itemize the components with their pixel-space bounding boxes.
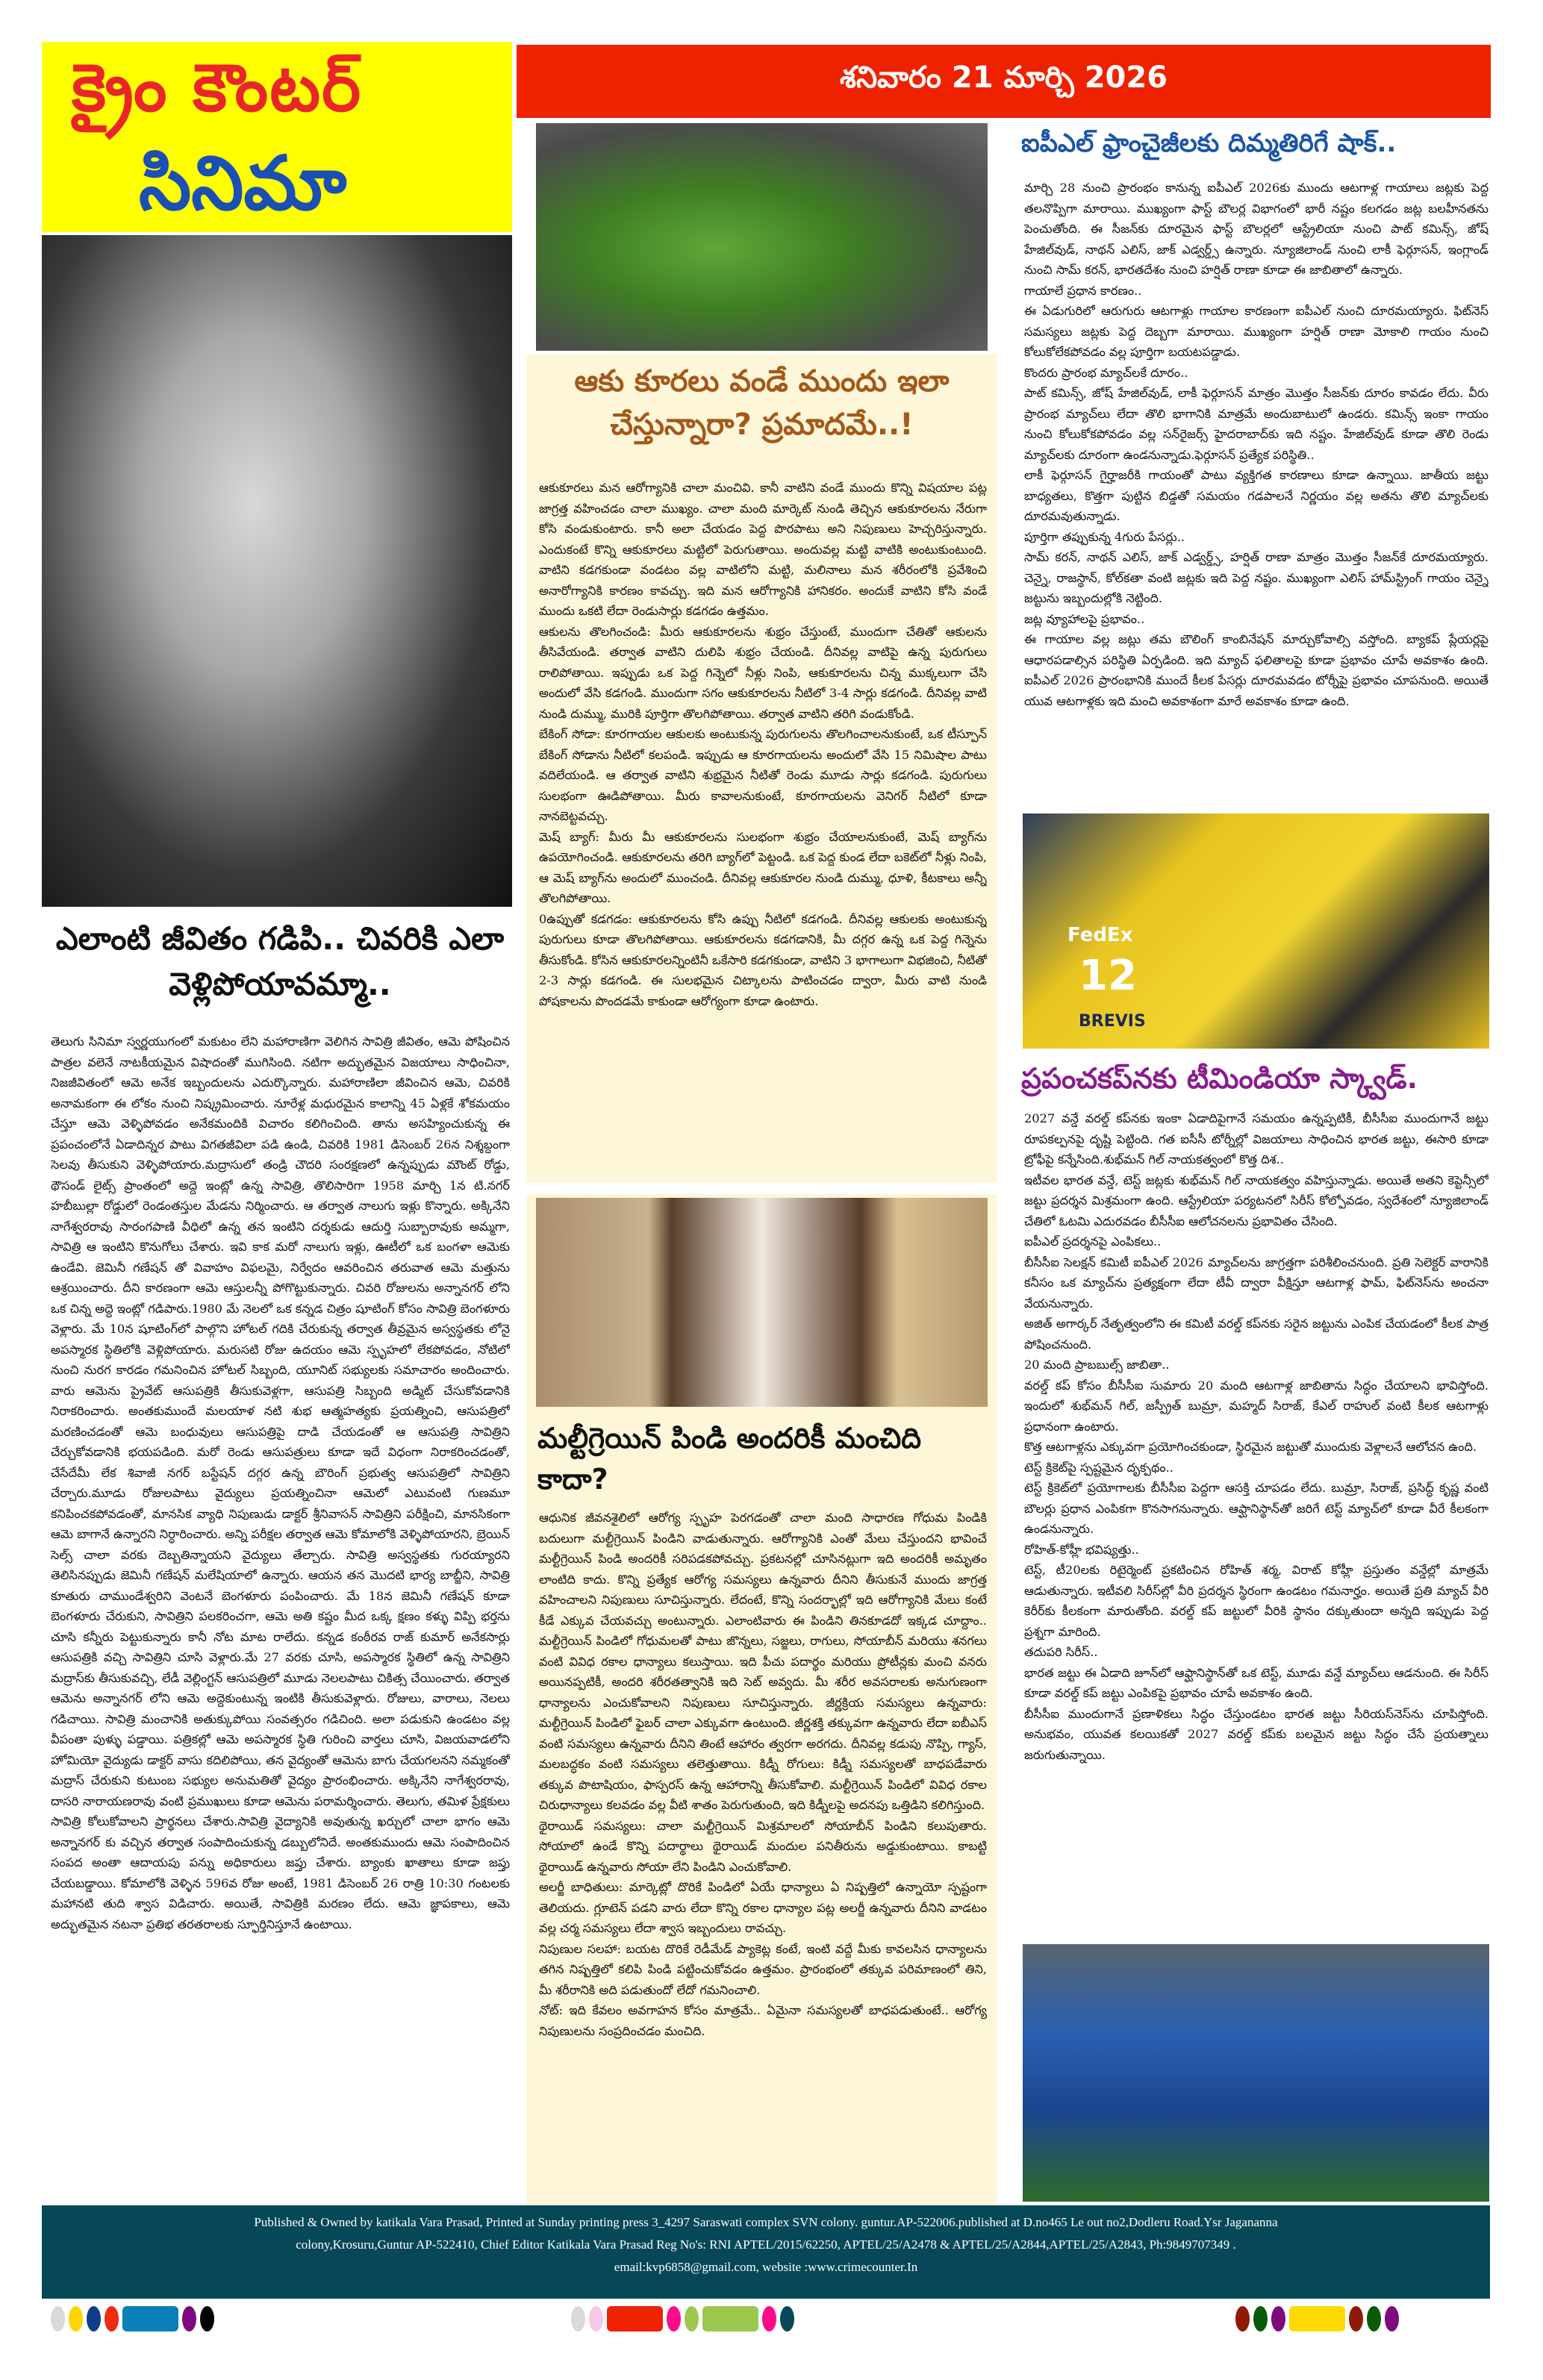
worldcup-paragraph: బీసీసీఐ ముందుగానే ప్రణాళికలు సిద్ధం చేస్తుండటం భారత జట్టు సీరియస్‌నెస్‌ను చూపిస్తోంది. అనుభవం, యువత కలయికతో 2027 వరల్డ్ కప్‌కు బలమైన జట్టు సిద్ధం చేసే ప్రయత్నాలు జరుగుతున్నాయి. [1024,1706,1489,1762]
leaves-paragraph: మెష్ బ్యాగ్: మీరు మీ ఆకుకూరలను సులభంగా శుభ్రం చేయాలనుకుంటే, మెష్ బ్యాగ్‌ను ఉపయోగించండి. ఆకుకూరలను తరిగి బ్యాగ్‌లో పెట్టండి. ఒక పెద్ద కుండ లేదా బకెట్‌లో నీళ్లు నింపి, ఆ మెష్ బ్యాగ్‌ను అందులో ముంచండి. దీనివల్ల ఆకుకూరల నుండి దుమ్ము, ధూళి, కీటకాలు అన్నీ తొలగిపోతాయి. [539,829,987,905]
logo-crime-counter: క్రైం కౌంటర్ [72,49,363,126]
color-swatch [702,2306,758,2331]
ipl-paragraph: ఈ ఏడుగురిలో ఆరుగురు ఆటగాళ్లు గాయాల కారణంగా ఐపీఎల్ నుంచి దూరమయ్యారు. ఫిట్‌నెస్ సమస్యలు జట్లకు పెద్ద దెబ్బగా మారాయి. ముఖ్యంగా హర్షిత్ రాణా మోకాలి గాయం నుంచి కోలుకోలేకపోవడం వల్ల పూర్తిగా బయటపడ్డాడు. [1024,304,1489,359]
color-swatch [182,2306,196,2331]
jersey-sponsor-text: FedEx [1067,924,1133,946]
savitri-paragraph: తెలుగు సినిమా స్వర్ణయుగంలో మకుటం లేని మహారాణిగా వెలిగిన సావిత్రి జీవితం, ఆమె పోషించిన పాత్రల వలెనే నాటకీయమైన విషాదంతో ముగిసింది. నటిగా అద్భుతమైన విజయాలు సాధించినా, నిజజీవితంలో ఆమె అనేక ఇబ్బందులను ఎదుర్కొన్నారు. మహారాణిలా జీవించిన ఆమె, చివరికి అనామకంగా ఈ లోకం నుంచి నిష్క్రమించారు. నూరేళ్ల మధురమైన కాలాన్ని 45 ఏళ్లకే శోకమయం చేస్తూ ఆమె వెళ్ళిపోవడం అనేకమందికి విచారం కలిగించింది. తాను అసహ్యించుకున్న ఈ ప్రపంచంలోనే ఏడాదిన్నర పాటు విగతజీవిలా పడి ఉండి, చివరికి 1981 డిసెంబర్ 26న నిశ్శబ్దంగా సెలవు తీసుకుని వెళ్ళిపోయారు.మద్రాసులో తండ్రి చౌదరి సంరక్షణలో ఉన్నప్పుడు మౌంట్ రోడ్డు, థౌసండ్ లైట్స్ ప్రాంతంలో అద్దె ఇంట్లో ఉన్న సావిత్రి, తొలిసారిగా 1958 మార్చి 1న టి.నగర్ హబీబుల్లా రోడ్డులో రెండంతస్తుల మేడను నిర్మించారు. ఆ తర్వాత నాలుగు ఇళ్లు కొన్నారు. అక్కినేని నాగేశ్వరరావు సారంగపాణి వీధిలో ఉన్న తన ఇంటిని దర్శకుడు ఆదుర్తి సుబ్బారావుకు అమ్మగా, సావిత్రి ఆ ఇంటిని కొనుగోలు చేశారు. ఇవి కాక మరో నాలుగు ఇళ్లు, ఊటీలో ఒక బంగళా ఆమెకు ఉండేవి. జెమినీ గణేషన్ తో వివాహం విఫలమై, నిర్వేదం ఆవరించిన తరువాత ఆమె మత్తును ఆశ్రయించారు. దీని కారణంగా ఆమె ఆస్తులన్నీ పోగొట్టుకున్నారు. చివరి రోజులను అన్నానగర్ లోని ఒక చిన్న అద్దె ఇంట్లో గడిపారు.1980 మే నెలలో ఒక కన్నడ చిత్రం షూటింగ్ కోసం సావిత్రి బెంగళూరు వెళ్లారు. మే 10న షూటింగ్‌లో పాల్గొని హోటల్ గదికి చేరుకున్న తర్వాత తీవ్రమైన అస్వస్థతకు లోనై అపస్మారక స్థితిలోకి వెళ్లిపోయారు. మరుసటి రోజు ఉదయం ఆమె స్పృహలో లేకపోవడం, నోటిలో నుంచి నురగ కారడం గమనించిన హోటల్ సిబ్బంది, యూనిట్ సభ్యులకు సమాచారం అందించారు. వారు ఆమెను ప్రైవేట్ ఆసుపత్రికి తీసుకువెళ్లగా, ఆసుపత్రి సిబ్బంది అడ్మిట్ చేసుకోవడానికి నిరాకరించారు. అంతకుముందే మలయాళ నటి శుభ ఆత్మహత్యకు ప్రయత్నించి, ఆసుపత్రిలో మరణించడంతో ఆమె బంధువులు ఆసుపత్రిపై దాడి చేయడంతో ఆ ఆసుపత్రి సావిత్రిని చేర్చుకోవడానికి భయపడింది. మరో రెండు ఆసుపత్రులు కూడా ఇదే విధంగా నిరాకరించడంతో, చేసేదేమీ లేక శివాజీ నగర్ బస్టేషన్ దగ్గర ఉన్న బౌరింగ్ ప్రభుత్వ ఆసుపత్రిలో సావిత్రిని చేర్చారు.మూడు రోజులపాటు వైద్యులు ప్రయత్నించినా ఆమెలో ఎటువంటి గుణమూ కనిపించకపోవడంతో, మానసిక వ్యాధి నిపుణుడు డాక్టర్ శ్రీనివాసన్ సావిత్రిని పరీక్షించి, మానసికంగా ఆమె బాగానే ఉన్నారని నిర్ధారించారు. అన్ని పరీక్షల తర్వాత ఆమె కోమాలోకి వెళ్ళిపోయారని, బ్రెయిన్ సెల్స్ చాలా వరకు దెబ్బతిన్నాయని వైద్యులు తేల్చారు. సావిత్రి అస్వస్థతకు గురయ్యారని తెలిసినప్పుడు జెమినీ గణేషన్ మలేషియాలో ఉన్నారు. ఆయన తన మొదటి భార్య బాబ్జీని, సావిత్రి కూతురు చాముండేశ్వరిని వెంటనే బెంగళూరు పంపించారు. మే 18న జెమినీ గణేషన్ కూడా బెంగళూరు చేరుకుని, సావిత్రిని పలకరించగా, ఆమె అతి కష్టం మీద ఒక్క క్షణం కళ్ళు విప్పి భర్తను చూసి కన్నీరు పెట్టుకున్నారు కానీ నోట మాట రాలేదు. కన్నడ కంఠీరవ రాజ్ కుమార్ అనేకసార్లు ఆసుపత్రికి వచ్చి సావిత్రిని చూసి వెళ్లారు.మే 27 వరకు చూసి, అపస్మారక స్థితిలో ఉన్న సావిత్రిని మద్రాస్‌కు తీసుకువచ్చి, లేడీ వెల్లింగ్టన్ ఆసుపత్రిలో మూడు నెలలపాటు చికిత్స చేయించారు. తర్వాత ఆమెను అన్నానగర్ లోని ఆమె అద్దెకుంటున్న ఇంటికి తీసుకువెళ్లారు. రోజులు, వారాలు, నెలలు గడిచాయి. సావిత్రి మంచానికి అతుక్కుపోయి సంవత్సరం గడిచింది. అలా పడుకుని ఉండటం వల్ల వీపంతా పుళ్ళు పడ్డాయి. పత్రికల్లో ఆమె అపస్మారక స్థితి గురించి వార్తలు చూసి, విజయవాడలోని హోమియో వైద్యుడు డాక్టర్ వాసు కదిలిపోయి, తన వైద్యంతో ఆమెను బాగు చేయగలనని నమ్మకంతో మద్రాస్ చేరుకుని కుటుంబ సభ్యుల అనుమతితో వైద్యం ప్రారంభించారు. అక్కినేని నాగేశ్వరరావు, దాసరి నారాయణరావు వంటి ప్రముఖులు కూడా ఆమెను పరామర్శించారు. తెలుగు, తమిళ ప్రేక్షకులు సావిత్రి కోలుకోవాలని ప్రార్థనలు చేశారు.సావిత్రి వైద్యానికి అవుతున్న ఖర్చులో చాలా భాగం ఆమె అన్నానగర్ కు వచ్చిన తర్వాత సంపాదించుకున్న డబ్బులోనిదే. అంతకుముందు ఆమె సంపాదించిన సంపద అంతా ఆదాయపు పన్ను అధికారులు జప్తు చేశారు. బ్యాంకు ఖాతాలు కూడా జప్తు చేయబడ్డాయి. కోమాలోకి వెళ్ళిన 596వ రోజు అంటే, 1981 డిసెంబర్ 26 రాత్రి 10:30 గంటలకు మహానటి తుది శ్వాస విడిచారు. అయితే, సావిత్రికి మరణం లేదు. ఆమె జ్ఞాపకాలు, ఆమె అద్భుతమైన నటనా ప్రతిభ తరతరాలకు స్ఫూర్తినిస్తూనే ఉంటాయి. [51,1034,510,1931]
color-swatch [685,2306,699,2331]
leafy-greens-washing-photo [536,123,988,351]
date-banner [517,45,1491,118]
worldcup-paragraph: ఇటీవల భారత వన్డే, టెస్ట్ జట్లకు శుభ్‌మన్ గిల్ నాయకత్వం వహిస్తున్నాడు. అయితే అతని కెప్టెన్సీలో జట్టు ప్రదర్శన మిశ్రమంగా ఉంది. ఆస్ట్రేలియా పర్యటనలో సిరీస్ కోల్పోవడం, స్వదేశంలో న్యూజిలాండ్ చేతిలో ఓటమి ఎదురవడం బీసీసీఐ ఆలోచనలను ప్రభావితం చేసింది. [1024,1172,1489,1228]
multigrain-paragraph: నిపుణుల సలహా: బయట దొరికే రెడీమేడ్ ప్యాకెట్ల కంటే, ఇంటి వద్దే మీకు కావలసిన ధాన్యాలను తగిన నిష్పత్తిలో కలిపి పిండి పట్టించుకోవడం ఉత్తమం. ప్రారంభంలో తక్కువ పరిమాణంలో తిని, మీ శరీరానికి అది పడుతుందో లేదో గమనించాలి. [539,1941,987,1997]
ipl-subheading: పూర్తిగా తప్పుకున్న 4గురు పేసర్లు.. [1024,529,1185,544]
worldcup-paragraph: టెస్ట్, టీ20లకు రిటైర్మెంట్ ప్రకటించిన రోహిత్ శర్మ, విరాట్ కోహ్లీ ప్రస్తుతం వన్డేల్లో మాత్రమే ఆడుతున్నారు. ఇటీవలి సిరీస్‌ల్లో వీరి ప్రదర్శన స్థిరంగా ఉండటం గమనార్హం. అయితే ప్రతి మ్యాచ్ వీరి కెరీర్‌కు కీలకంగా మారుతోంది. వరల్డ్ కప్ జట్టులో వీరికి స్థానం దక్కుతుందా అన్నది ఇప్పుడు పెద్ద ప్రశ్నగా మారింది. [1024,1563,1489,1639]
multigrain-paragraph: నోట్: ఇది కేవలం అవగాహన కోసం మాత్రమే.. ఏమైనా సమస్యలతో బాధపడుతుంటే.. ఆరోగ్య నిపుణులను సంప్రదించడం మంచిది. [539,2003,987,2038]
publisher-footer [42,2205,1490,2299]
ipl-paragraph: ఈ గాయాల వల్ల జట్లు తమ బౌలింగ్ కాంబినేషన్ మార్చుకోవాల్సి వస్తోంది. బ్యాకప్ ప్లేయర్లపై ఆధారపడాల్సిన పరిస్థితి ఏర్పడింది. ఇది మ్యాచ్ ఫలితాలపై కూడా ప్రభావం చూపే అవకాశం ఉంది. ఐపీఎల్ 2026 ప్రారంభానికి ముందే కీలక పేసర్లు దూరమవడం టోర్నీపై ప్రభావం చూపనుంది. అయితే యువ ఆటగాళ్లకు ఇది మంచి అవకాశంగా మారే అవకాశం కూడా ఉంది. [1024,632,1489,708]
color-swatch [589,2306,603,2331]
worldcup-paragraph: వరల్డ్ కప్ కోసం బీసీసీఐ సుమారు 20 మంది ఆటగాళ్ల జాబితాను సిద్ధం చేయాలని భావిస్తోంది. ఇందులో శుభ్‌మన్ గిల్, జస్ప్రీత్ బుమ్రా, మహ్మద్ సిరాజ్, కేఎల్ రాహుల్ వంటి కీలక ఆటగాళ్లు ప్రధానంగా ఉంటారు. [1024,1378,1489,1434]
color-registration-strip-left [51,2305,214,2333]
ipl-paragraph: పాట్ కమిన్స్, జోష్ హేజిల్‌వుడ్, లాకీ ఫెర్గూసన్ మాత్రం మొత్తం సీజన్‌కు దూరం కావడం లేదు. వీరు ప్రారంభ మ్యాచ్‌లు లేదా తొలి భాగానికి మాత్రమే అందుబాటులో ఉండరు. కమిన్స్ ఇంకా గాయం నుంచి కోలుకోకపోవడం వల్ల సన్‌రైజర్స్ హైదరాబాద్‌కు ఇది నష్టం. హేజిల్‌వుడ్ కూడా తొలి రెండు మ్యాచ్‌లకు దూరంగా ఉండనున్నాడు.ఫెర్గూసన్ ప్రత్యేక పరిస్థితి.. [1024,386,1489,462]
color-swatch [122,2306,178,2331]
cricket-players-photo [1023,813,1489,1049]
ipl-subheading: జట్ల వ్యూహాలపై ప్రభావం.. [1024,611,1145,626]
ipl-paragraph: లాకీ ఫెర్గూసన్ గైర్హాజరీకి గాయంతో పాటు వ్యక్తిగత కారణాలు కూడా ఉన్నాయి. జాతీయ జట్టు బాధ్యతలు, కొత్తగా పుట్టిన బిడ్డతో సమయం గడపాలనే నిర్ణయం వల్ల అతను తొలి మ్యాచ్‌లకు దూరమవుతున్నాడు. [1024,468,1489,523]
color-swatch [571,2306,585,2331]
worldcup-paragraph: కొత్త ఆటగాళ్లను ఎక్కువగా ప్రయోగించకుండా, స్థిరమైన జట్టుతో ముందుకు వెళ్లాలనే ఆలోచన ఉంది. [1024,1440,1477,1454]
color-swatch [87,2306,101,2331]
multigrain-headline: మల్టీగ్రెయిన్ పిండి అందరికీ మంచిది కాదా? [537,1422,922,1496]
color-swatch [1349,2306,1363,2331]
color-swatch [667,2306,681,2331]
leaves-paragraph: ఆకులను తొలగించండి: మీరు ఆకుకూరలను శుభ్రం చేస్తుంటే, ముందుగా చేతితో ఆకులను తీసివేయండి. తర్వాత వాటిని దులిపి శుభ్రం చేయండి. దీనివల్ల వాటిపై ఉన్న పురుగులు రాలిపోతాయి. ఇప్పుడు ఒక పెద్ద గిన్నెలో నీళ్లు నింపి, ఆకుకూరలను చిన్న ముక్కలుగా చేసి అందులో వేసి కడగండి. ముందుగా సగం ఆకుకూరలను నీటిలో 3-4 సార్లు కడగండి. దీనివల్ల వాటి నుండి దుమ్ము, మురికి పూర్తిగా తొలగిపోతాయి. తర్వాత వాటిని తరిగి వండుకోండి. [539,624,987,721]
multigrain-flour-photo [536,1198,988,1407]
leaves-paragraph: బేకింగ్ సోడా: కూరగాయల ఆకులకు అంటుకున్న పురుగులను తొలగించాలనుకుంటే, ఒక టీస్పూన్ బేకింగ్ సోడాను నీటిలో కలపండి. ఇప్పుడు ఆ కూరగాయలను అందులో వేసి 15 నిమిషాల పాటు వదిలేయండి. ఆ తర్వాత వాటిని శుభ్రమైన నీటితో రెండు మూడు సార్లు కడగండి. పురుగులు సులభంగా ఊడిపోతాయి. మీరు కావాలనుకుంటే, కూరగాయలను వెనిగర్ నీటిలో కూడా నానబెట్టవచ్చు. [539,727,987,823]
color-swatch [1253,2306,1268,2331]
color-swatch [200,2306,214,2331]
color-swatch [1289,2306,1345,2331]
ipl-article-body [1024,178,1489,808]
color-swatch [1271,2306,1285,2331]
footer-registration-line: colony,Krosuru,Guntur AP-522410, Chief Editor Katikala Vara Prasad Reg No's: RNI APTEL/2015/62250, APTEL/25/A2478 & APTEL/25/A2844,APTEL/25/A2843, Ph:9849707349 . [296,2237,1236,2252]
ipl-paragraph: మార్చి 28 నుంచి ప్రారంభం కానున్న ఐపీఎల్ 2026కు ముందు ఆటగాళ్ల గాయాలు జట్లకు పెద్ద తలనొప్పిగా మారాయి. ముఖ్యంగా ఫాస్ట్ బౌలర్ల విభాగంలో భారీ నష్టం కలగడం జట్ల బలహీనతను పెంచుతోంది. ఈ సీజన్‌కు దూరమైన ఫాస్ట్ బౌలర్లలో ఆస్ట్రేలియా నుంచి పాట్ కమిన్స్, జోష్ హేజిల్‌వుడ్, నాథన్ ఎలిస్, జాక్ ఎడ్వర్డ్స్ ఉన్నారు. న్యూజిలాండ్ నుంచి లాకీ ఫెర్గూసన్, ఇంగ్లాండ్ నుంచి సామ్ కరన్, భారతదేశం నుంచి హర్షిత్ రాణా కూడా ఈ జాబితాలో ఉన్నారు. [1024,181,1489,277]
color-registration-strip-right [1235,2305,1399,2333]
color-registration-strip-center [571,2305,794,2333]
multigrain-paragraph: థైరాయిడ్ సమస్యలు: చాలా మల్టీగ్రెయిన్ మిశ్రమాలలో సోయాబీన్ పిండిని కలుపుతారు. సోయాలో ఉండే కొన్ని పదార్థాలు థైరాయిడ్ మందుల పనితీరును అడ్డుకుంటాయి. కాబట్టి థైరాయిడ్ ఉన్నవారు సోయా లేని పిండిని ఎంచుకోవాలి. [539,1818,987,1874]
leaves-paragraph: ఆకుకూరలు మన ఆరోగ్యానికి చాలా మంచివి. కానీ వాటిని వండే ముందు కొన్ని విషయాల పట్ల జాగ్రత్త వహించడం చాలా ముఖ్యం. చాలా మంది మార్కెట్ నుండి తెచ్చిన ఆకుకూరలను నేరుగా కోసి వండుకుంటారు. కానీ అలా చేయడం పెద్ద పొరపాటు అని నిపుణులు హెచ్చరిస్తున్నారు. ఎందుకంటే కొన్ని ఆకుకూరలు మట్టిలో పెరుగుతాయి. అందువల్ల మట్టి వాటికి అంటుకుంటుంది. వాటిని కడగకుండా వండటం వల్ల వాటిలోని మట్టి, మలినాలు మన శరీరంలోకి ప్రవేశించి అనారోగ్యానికి కారణం కావచ్చు. ఇది మన ఆరోగ్యానికి హానికరం. అందుకే వాటిని కోసి వండే ముందు ఒకటి లేదా రెండుసార్లు కడగడం ఉత్తమం. [539,481,987,618]
footer-publisher-line: Published & Owned by katikala Vara Prasad, Printed at Sunday printing press 3_4297 Saraswati complex SVN colony. guntur.AP-522006.published at D.no465 Le out no2,Dodleru Road.Ysr Jagananna [254,2215,1278,2229]
leaves-paragraph: 0ఉప్పుతో కడగడం: ఆకుకూరలను కోసి ఉప్పు నీటిలో కడగండి. దీనివల్ల ఆకులకు అంటుకున్న పురుగులు కూడా తొలగిపోతాయి. ఆకుకూరలను కడగడానికి, మీ దగ్గర ఉన్న ఒక పెద్ద గిన్నెను తీసుకోండి. కోసిన ఆకుకూరలన్నింటినీ ఒకేసారి కడగకుండా, వాటిని 3 భాగాలుగా విభజించి, నీటితో 2-3 సార్లు కడగండి. ఈ సులభమైన చిట్కాలను పాటించడం ద్వారా, మీరు వాటి నుండి పోషకాలను పొందడమే కాకుండా ఆరోగ్యంగా కూడా ఉంటారు. [539,911,987,1008]
worldcup-paragraph: అజిత్ అగార్కర్ నేతృత్వంలోని ఈ కమిటీ వరల్డ్ కప్‌నకు సరైన జట్టును ఎంపిక చేయడంలో కీలక పాత్ర పోషించనుంది. [1024,1317,1489,1352]
actress-photo [42,235,512,907]
savitri-headline: ఎలాంటి జీవితం గడిపి.. చివరికి ఎలా వెళ్లిపోయావమ్మా.. [55,920,505,1002]
color-swatch [1235,2306,1250,2331]
color-swatch [780,2306,794,2331]
worldcup-paragraph: భారత జట్టు ఈ ఏడాది జూన్‌లో ఆఫ్ఘానిస్థాన్‌తో ఒక టెస్ట్, మూడు వన్డే మ్యాచ్‌లు ఆడనుంది. ఈ సిరీస్ కూడా వరల్డ్ కప్ జట్టు ఎంపికపై ప్రభావం చూపే అవకాశం ఉంది. [1024,1665,1489,1700]
worldcup-subheading: 20 మంది ప్రాబబుల్స్ జాబితా.. [1024,1358,1170,1372]
worldcup-paragraph: బీసీసీఐ సెలక్షన్ కమిటీ ఐపీఎల్ 2026 మ్యాచ్‌లను జాగ్రత్తగా పరిశీలించనుంది. ప్రతి సెలెక్టర్ వారానికి కనీసం ఒక మ్యాచ్‌ను ప్రత్యక్షంగా లేదా టీవీ ద్వారా వీక్షిస్తూ ఆటగాళ్ల ఫామ్, ఫిట్‌నెస్‌ను అంచనా వేయనున్నారు. [1024,1255,1489,1311]
color-swatch [105,2306,119,2331]
multigrain-paragraph: ఆధునిక జీవనశైలిలో ఆరోగ్య స్పృహ పెరగడంతో చాలా మంది సాధారణ గోధుమ పిండికి బదులుగా మల్టీగ్రెయిన్ పిండిని వాడుతున్నారు. ఆరోగ్యానికి ఎంతో మేలు చేస్తుందని భావించే మల్టీగ్రెయిన్ పిండి అందరికీ సరిపడకపోవచ్చు. ప్రకటనల్లో చూసినట్లుగా ఇది అందరికీ అమృతం లాంటిది కాదు. కొన్ని ప్రత్యేక ఆరోగ్య సమస్యలు ఉన్నవారు దీనిని తీసుకునే ముందు జాగ్రత్త వహించాలని నిపుణులు సూచిస్తున్నారు. లేదంటే, కొన్ని సందర్భాల్లో ఇది ఆరోగ్యానికి మేలు కంటే కీడే ఎక్కువ చేయవచ్చు అంటున్నారు. ఎలాంటివారు ఈ పిండిని తినకూడదో ఇక్కడ చూద్దాం.. మల్టీగ్రెయిన్ పిండిలో గోధుమలతో పాటు జొన్నలు, సజ్జలు, రాగులు, సోయాబీన్ మరియు శనగలు వంటి వివిధ రకాల ధాన్యాలు కలుస్తాయి. ఇది పీచు పదార్థం మరియు ప్రోటీన్లకు మంచి వనరు అయినప్పటికీ, అందరి శరీరతత్వానికి ఇది సెట్ అవ్వదు. మీ శరీర అవసరాలకు అనుగుణంగా ధాన్యాలను ఎంచుకోవాలని నిపుణులు సూచిస్తున్నారు. జీర్ణక్రియ సమస్యలు ఉన్నవారు: మల్టీగ్రెయిన్ పిండిలో ఫైబర్ చాలా ఎక్కువగా ఉంటుంది. జీర్ణశక్తి తక్కువగా ఉన్నవారు లేదా ఐబీఎస్ వంటి సమస్యలు ఉన్నవారు దీనిని తింటే ఆహారం త్వరగా అరగదు. దీనివల్ల కడుపు నొప్పి, గ్యాస్, మలబద్ధకం వంటి సమస్యలు తలెత్తుతాయి. కిడ్నీ రోగులు: కిడ్నీ సమస్యలతో బాధపడేవారు తక్కువ పొటాషియం, ఫాస్పరస్ ఉన్న ఆహారాన్ని తీసుకోవాలి. మల్టీగ్రెయిన్ పిండిలో వివిధ రకాల చిరుధాన్యాలు కలవడం వల్ల వీటి శాతం పెరుగుతుంది, ఇది కిడ్నీలపై అదనపు ఒత్తిడిని కలిగిస్తుంది. [539,1511,987,1812]
savitri-article-body [51,1031,510,2199]
ipl-paragraph: సామ్ కరన్, నాథన్ ఎలిస్, జాక్ ఎడ్వర్డ్స్, హర్షిత్ రాణా మాత్రం మొత్తం సీజన్‌కే దూరమయ్యారు. చెన్నై, రాజస్థాన్, కోల్‌కతా వంటి జట్లకు ఇది పెద్ద నష్టం. ముఖ్యంగా ఎలిస్ హామ్‌స్ట్రింగ్ గాయం చెన్నై జట్టును ఇబ్బందుల్లోకి నెట్టింది. [1024,550,1489,605]
issue-date: శనివారం 21 మార్చి 2026 [839,60,1168,95]
footer-contact-line: email:kvp6858@gmail.com, website :www.crimecounter.In [614,2260,918,2274]
worldcup-subheading: ఐపీఎల్ ప్రదర్శనపై ఎంపికలు.. [1024,1234,1162,1249]
leaves-article-body [539,478,987,1179]
worldcup-paragraph: టెస్ట్ క్రికెట్‌లో ప్రయోగాలకు బీసీసీఐ పెద్దగా ఆసక్తి చూపడం లేదు. బుమ్రా, సిరాజ్, ప్రసిద్ధ్ కృష్ణ వంటి బౌలర్లు ప్రధాన ఎంపికగా కొనసాగనున్నారు. ఆఫ్ఘానిస్థాన్‌తో జరిగే టెస్ట్ మ్యాచ్‌లో కూడా వీరే కీలకంగా ఉండనున్నారు. [1024,1481,1489,1536]
color-swatch [762,2306,776,2331]
color-swatch [1385,2306,1399,2331]
ipl-subheading: కొందరు ప్రారంభ మ్యాచ్‌లకే దూరం.. [1024,365,1188,380]
jersey-name: BREVIS [1079,1012,1146,1031]
ipl-subheading: గాయాలే ప్రధాన కారణం.. [1024,283,1142,298]
worldcup-article-body [1024,1108,1489,1938]
worldcup-subheading: టెస్ట్ క్రికెట్‌పై స్పష్టమైన దృక్పథం.. [1024,1460,1173,1475]
multigrain-paragraph: అలర్జీ బాధితులు: మార్కెట్లో దొరికే పిండిలో ఏయే ధాన్యాలు ఏ నిష్పత్తిలో ఉన్నాయో స్పష్టంగా తెలియదు. గ్లూటెన్ పడని వారు లేదా కొన్ని రకాల ధాన్యాల పట్ల అలర్జీ ఉన్నవారు దీనిని వాడటం వల్ల చర్మ సమస్యలు లేదా శ్వాస ఇబ్బందులు రావచ్చు. [539,1880,987,1935]
india-team-photo [1023,1944,1489,2202]
masthead-logo [42,42,512,232]
color-swatch [69,2306,83,2331]
multigrain-article-body [539,1508,987,2202]
ipl-headline: ఐపీఎల్ ఫ్రాంచైజీలకు దిమ్మతిరిగే షాక్.. [1021,128,1397,158]
worldcup-paragraph: 2027 వన్డే వరల్డ్ కప్‌నకు ఇంకా ఏడాదిపైగానే సమయం ఉన్నప్పటికీ, బీసీసీఐ ముందుగానే జట్టు రూపకల్పనపై దృష్టి పెట్టింది. గత ఐసీసీ టోర్నీల్లో విజయాలు సాధించిన భారత జట్టు, ఈసారి కూడా ట్రోఫీపై కన్నేసింది.శుభ్‌మన్ గిల్ నాయకత్వంలో కొత్త దిశ.. [1024,1111,1489,1166]
worldcup-headline: ప్రపంచకప్‌నకు టీమిండియా స్క్వాడ్. [1021,1062,1418,1095]
color-swatch [607,2306,663,2331]
color-swatch [51,2306,65,2331]
worldcup-subheading: రోహిత్-కోహ్లీ భవిష్యత్తు.. [1024,1542,1139,1557]
worldcup-subheading: తదుపరి సిరీస్.. [1024,1645,1098,1659]
logo-cinema: సినిమా [139,140,347,227]
jersey-number: 12 [1079,952,1137,1000]
color-swatch [1367,2306,1381,2331]
leaves-headline: ఆకు కూరలు వండే ముందు ఇలా చేస్తున్నారా? ప్రమాదమే..! [574,364,950,442]
